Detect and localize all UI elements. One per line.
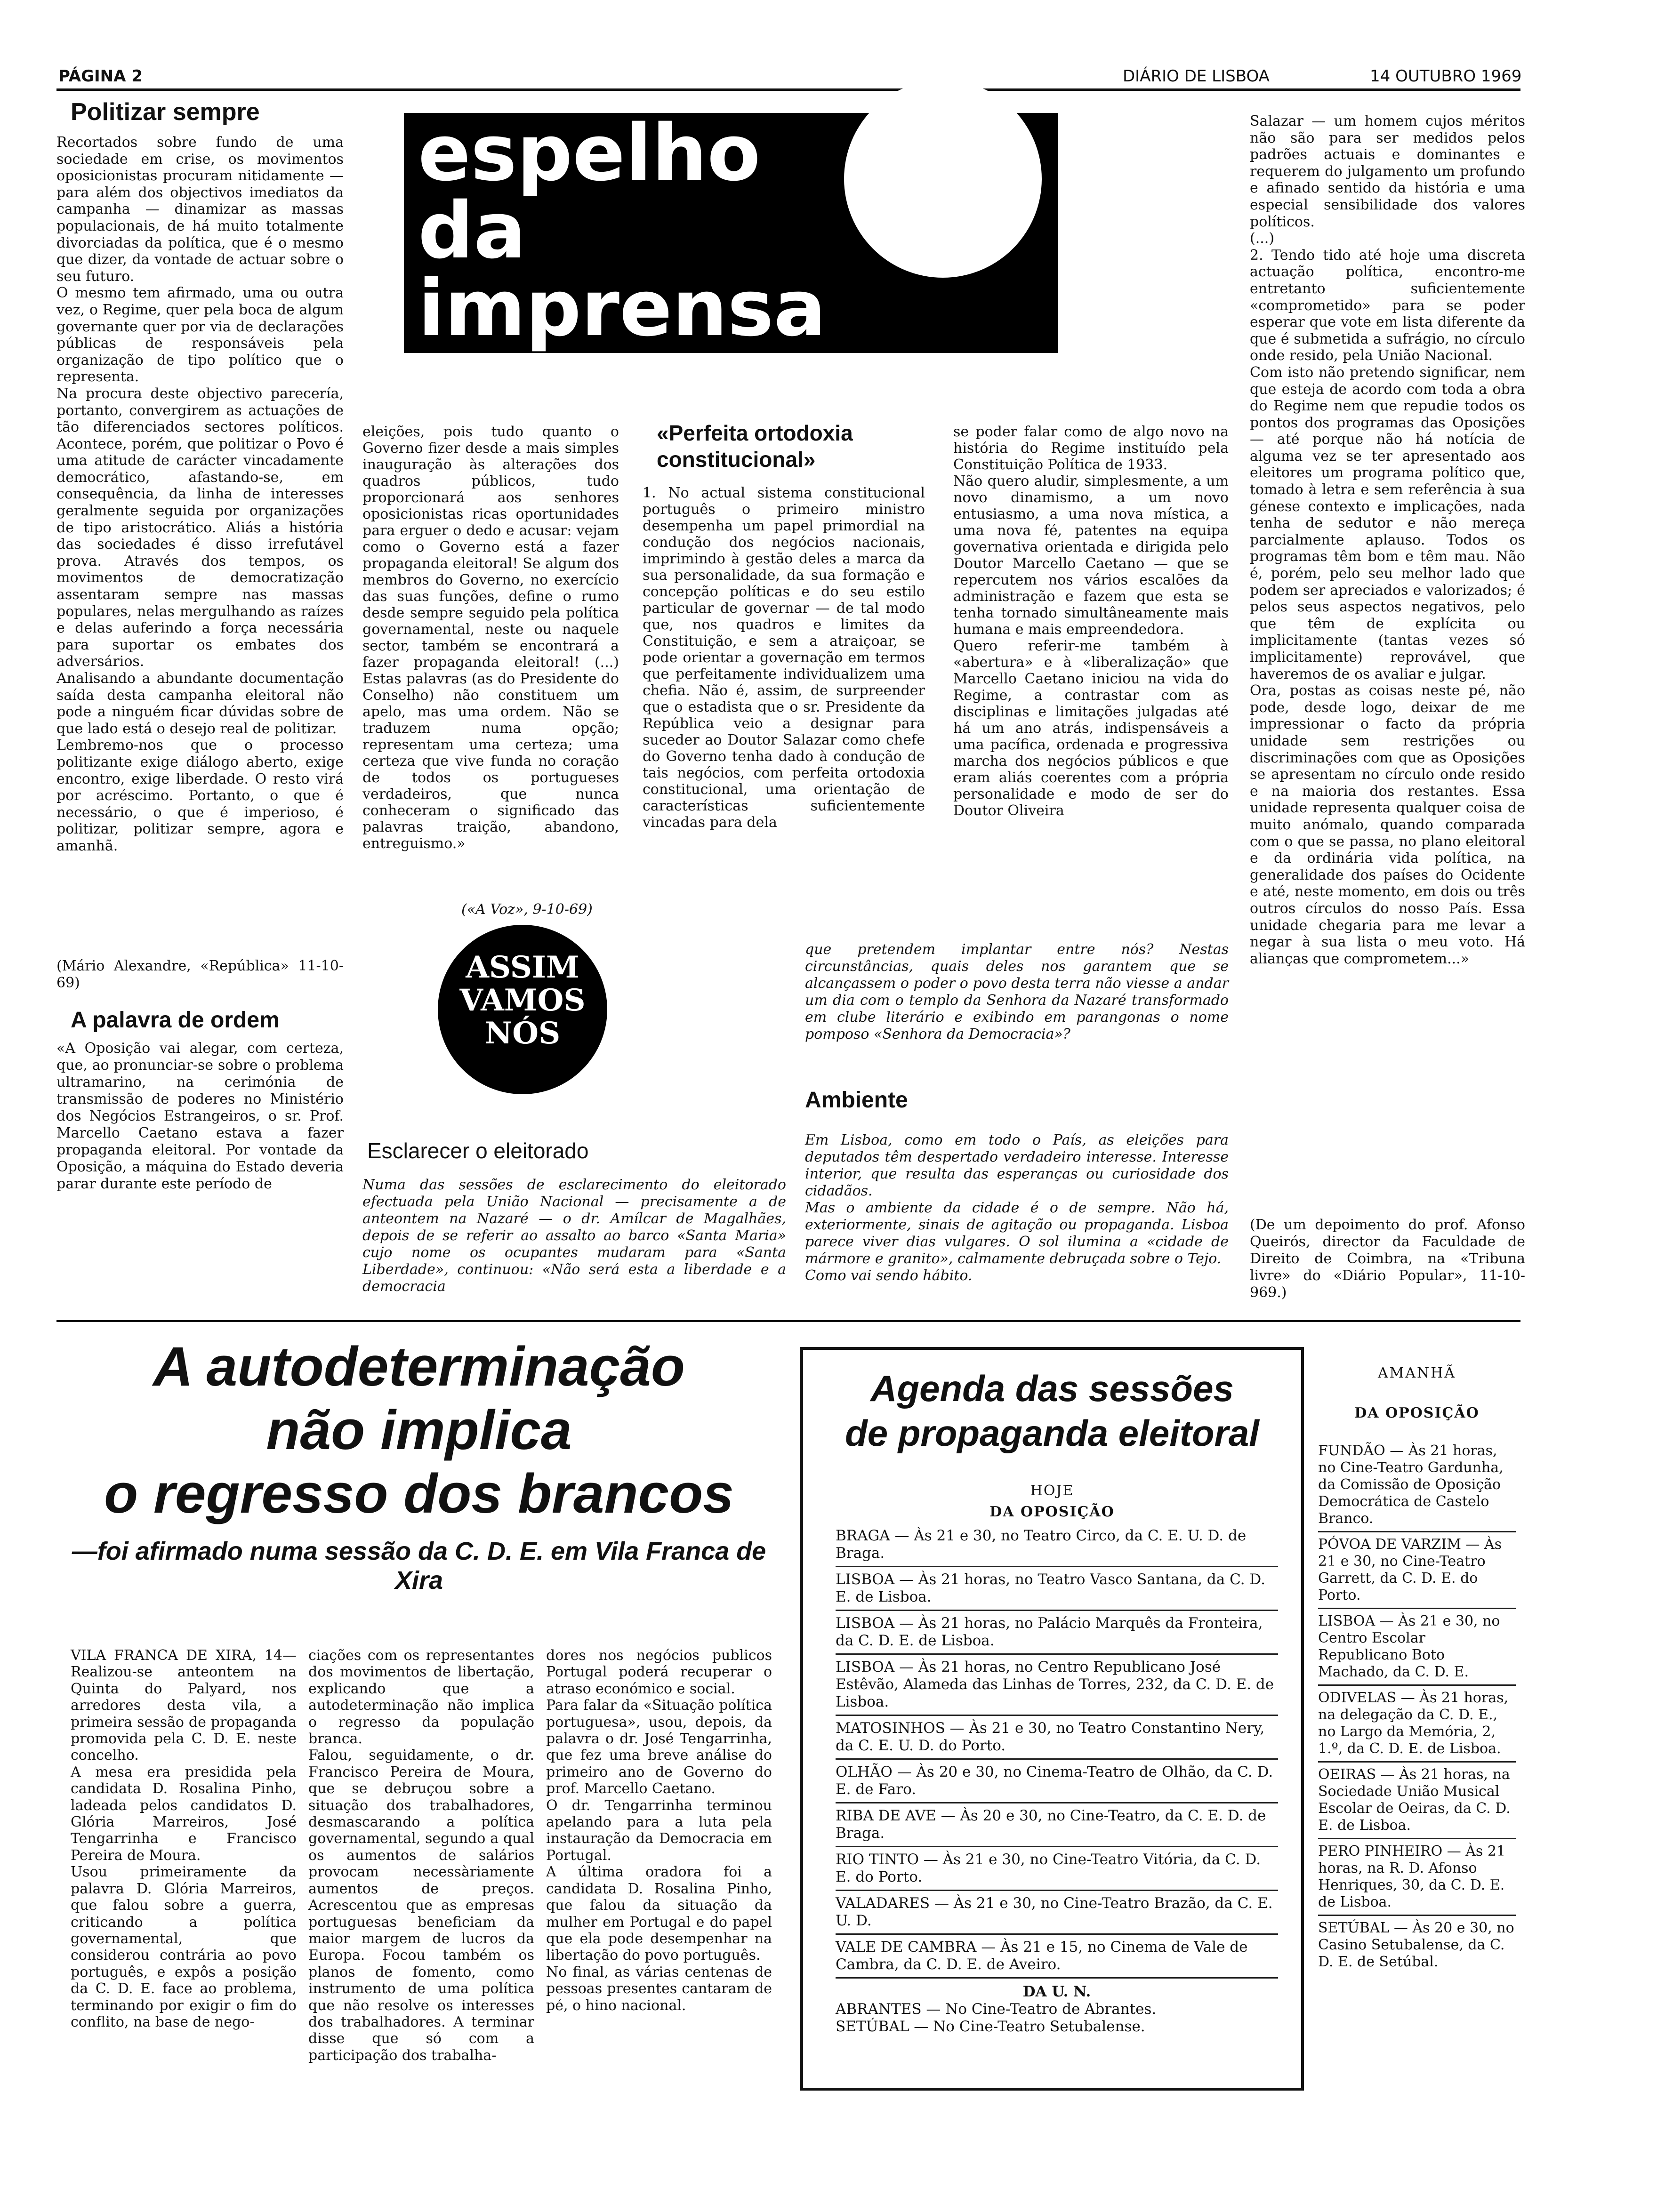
assim-line-3: NÓS [484, 1016, 561, 1051]
banner-line-2: da [418, 185, 526, 276]
ortodoxia-body-cont: se poder falar como de algo novo na história do Regime instituído pela Constituição Política de 1933. Não quero aludir, simplesmente, a um novo dinamismo, a um novo entusiasmo, a uma nova mística, a uma nova fé, patentes na equipa governativa orientada e dirigida pelo Doutor Marcello Caetano — que se repercutem nos vários escalões da administração e fazem que esta se tenha tornado simultâneamente mais humana e mais empreendedora. Quero referir-me também à «abertura» e à «liberalização» que Marcello Caetano iniciou na vida do Regime, a contrastar com as disciplinas e limitações julgadas até há um ano atrás, indispensáveis a uma pacífica, ordenada e progressiva marcha dos negócios públicos e que eram aliás coerentes com a própria personalidade e modo de ser do Doutor Oliveira [953, 424, 1229, 819]
agenda-da-oposicao: DA OPOSIÇÃO [989, 1504, 1115, 1520]
issue-date: 14 OUTUBRO 1969 [1370, 67, 1522, 86]
agenda-item: LISBOA — Às 21 horas, no Centro Republicano José Estêvão, Alameda das Linhas de Torres, 232, da C. D. E. de Lisboa. [836, 1659, 1274, 1710]
headline-line-2: não implica [266, 1399, 572, 1461]
amanha-item: SETÚBAL — Às 20 e 30, no Casino Setubalense, da C. D. E. de Setúbal. [1318, 1920, 1514, 1970]
amanha-da-oposicao: DA OPOSIÇÃO [1354, 1405, 1480, 1421]
agenda-title-2: de propaganda eleitoral [845, 1412, 1259, 1454]
queiros-source: (De um depoimento do prof. Afonso Queirós, director da Faculdade de Direito de Coimbra, na «Tribuna livre» do «Diário Popular», 11-10-969.) [1250, 1217, 1525, 1301]
amanha-item: LISBOA — Às 21 e 30, no Centro Escolar Republicano Boto Machado, da C. D. E. [1318, 1613, 1500, 1680]
ambiente-heading: Ambiente [805, 1088, 908, 1113]
amanha-item: PÓVOA DE VARZIM — Às 21 e 30, no Cine-Teatro Garrett, da C. D. E. do Porto. [1318, 1536, 1502, 1603]
masthead-rule [56, 88, 1520, 91]
amanha-item: ODIVELAS — Às 21 horas, na delegação da C. D. E., no Largo da Memória, 2, 1.º, da C. D. E. de Lisboa. [1318, 1690, 1509, 1757]
assim-vamos-nos-badge [438, 925, 607, 1094]
vila-franca-col-a: VILA FRANCA DE XIRA, 14—Realizou-se anteontem na Quinta do Palyard, nos arredores desta vila, a primeira sessão de propaganda promovida pela C. D. E. neste concelho. A mesa era presidida pela candidata D. Rosalina Pinho, ladeada pelos candidatos D. Glória Marreiros, José Tengarrinha e Francisco Pereira de Moura. Usou primeiramente da palavra D. Glória Marreiros, que falou sobre a guerra, criticando a política governamental, que considerou contrária ao povo português, e expôs a posição da C. D. E. face ao problema, terminando por exigir o fim do conflito, na base de nego- [71, 1647, 297, 2030]
agenda-hoje: HOJE [1030, 1483, 1074, 1499]
banner-circle [844, 80, 1042, 278]
ortodoxia-body: 1. No actual sistema constitucional português o primeiro ministro desempenha um papel primordial na condução dos negócios nacionais, imprimindo à gestão deles a marca da sua personalidade, da sua formação e concepção políticas e do seu estilo particular de governar — de tal modo que, nos quadros e limites da Constituição, e sem a atraiçoar, se pode orientar a governação em termos que perfeitamente individualizem uma chefia. Não é, assim, de surpreender que o estadista que o sr. Presidente da República veio a designar para suceder ao Doutor Salazar como chefe do Governo tenha dado à condução de tais negócios, com perfeita ortodoxia constitucional, uma orientação de características suficientemente vincadas para dela [643, 485, 925, 831]
agenda-un-heading: DA U. N. [1022, 1983, 1091, 2000]
amanha-heading: AMANHÃ [1377, 1365, 1456, 1381]
agenda-item: LISBOA — Às 21 horas, no Palácio Marquês da Fronteira, da C. D. E. de Lisboa. [836, 1615, 1263, 1649]
banner-line-3: imprensa [418, 263, 826, 353]
agenda-un-item: ABRANTES — No Cine-Teatro de Abrantes. [836, 2001, 1157, 2018]
assim-line-1: ASSIM [466, 950, 579, 985]
amanha-item: PERO PINHEIRO — Às 21 horas, na R. D. Afonso Henriques, 30, da C. D. E. de Lisboa. [1318, 1843, 1506, 1910]
ambiente-body: Em Lisboa, como em todo o País, as eleições para deputados têm despertado verdadeiro interesse. Interesse interior, que resulta das esperanças ou curiosidade dos cidadãos. Mas o ambiente da cidade é o de sempre. Não há, exteriormente, sinais de agitação ou propaganda. Lisboa parece viver dias vulgares. O sol ilumina a «cidade de mármore e granito», calmamente debruçada sobre o Tejo. Como vai sendo hábito. [805, 1132, 1229, 1284]
agenda-item: RIO TINTO — Às 21 e 30, no Cine-Teatro Vitória, da C. D. E. do Porto. [836, 1851, 1261, 1885]
agenda-un-item: SETÚBAL — No Cine-Teatro Setubalense. [836, 2018, 1145, 2035]
amanha-item: OEIRAS — Às 21 horas, na Sociedade União Musical Escolar de Oeiras, da C. D. E. de Lisboa. [1318, 1766, 1511, 1834]
politizar-body: Recortados sobre fundo de uma sociedade em crise, os movimentos oposicionistas procuram nitidamente — para além dos objectivos imediatos da campanha — dinamizar as massas populacionais, de há muito totalmente divorciadas da política, que é o mesmo que dizer, da vontade de actuar sobre o seu futuro. O mesmo tem afirmado, uma ou outra vez, o Regime, quer pela boca de algum governante quer por via de declarações públicas de responsáveis pela organização de tipo político que o representa. Na procura deste objectivo parecería, portanto, convergirem as actuações de tão diferenciados sectores políticos. Acontece, porém, que politizar o Povo é uma atitude de carácter vincadamente democrático, afastando-se, em consequência, da linha de interesses geralmente seguida por organizações de tipo aristocrático. Aliás a história das sociedades é disso irrefutável prova. Através dos tempos, os movimentos de democratização assentaram sempre nas massas populares, nelas mergulhando as raízes e delas auferindo a força necessária para suportar os embates dos adversários. Analisando a abundante documentação saída desta campanha eleitoral não pode a ninguém ficar dúvidas sobre de que lado está o desejo real de politizar. Lembremo-nos que o processo politizante exige diálogo aberto, exige encontro, exige liberdade. O resto virá por acréscimo. Portanto, o que é necessário, o que é imperioso, é politizar, politizar sempre, agora e amanhã. [56, 134, 344, 854]
assim-line-2: VAMOS [459, 983, 586, 1018]
ortodoxia-heading: «Perfeita ortodoxia constitucional» [657, 421, 853, 472]
amanha-item: FUNDÃO — Às 21 horas, no Cine-Teatro Gardunha, da Comissão de Oposição Democrática de Castelo Branco. [1318, 1443, 1504, 1527]
voz-source: («A Voz», 9-10-69) [461, 901, 593, 918]
nazare-continuation: que pretendem implantar entre nós? Nestas circunstâncias, quais deles nos garantem que se alcançassem o poder o povo desta terra não viesse a andar um dia com o templo da Senhora da Nazaré transformado em clube literário e exibindo em parangonas o nome pomposo «Senhora da Democracia»? [805, 941, 1229, 1042]
amanha-list [1318, 1443, 1516, 1971]
agenda-item: OLHÃO — Às 20 e 30, no Cinema-Teatro de Olhão, da C. D. E. de Faro. [836, 1763, 1273, 1798]
agenda-title-1: Agenda das sessões [870, 1368, 1234, 1409]
headline-line-3: o regresso dos brancos [104, 1463, 734, 1525]
section-divider [56, 1320, 1520, 1322]
newspaper-name: DIÁRIO DE LISBOA [1123, 67, 1270, 86]
esclarecer-heading: Esclarecer o eleitorado [367, 1138, 589, 1163]
banner-line-1: espelho [418, 108, 761, 198]
politizar-source: (Mário Alexandre, «República» 11-10-69) [56, 958, 344, 991]
agenda-item: LISBOA — Às 21 horas, no Teatro Vasco Santana, da C. D. E. de Lisboa. [836, 1571, 1266, 1605]
politizar-heading: Politizar sempre [71, 98, 260, 126]
palavra-de-ordem-heading: A palavra de ordem [71, 1008, 280, 1033]
espelho-da-imprensa-banner [404, 108, 1058, 353]
agenda-list [836, 1527, 1278, 2036]
agenda-item: MATOSINHOS — Às 21 e 30, no Teatro Constantino Nery, da C. E. U. D. do Porto. [836, 1720, 1265, 1754]
vila-franca-col-c: dores nos negócios publicos Portugal poderá recuperar o atraso económico e social. Para falar da «Situação política portuguesa», usou, depois, da palavra o dr. José Tengarrinha, que fez uma breve análise do primeiro ano de Governo do prof. Marcello Caetano. O dr. Tengarrinha terminou apelando para a luta pela instauração da Democracia em Portugal. A última oradora foi a candidata D. Rosalina Pinho, que falou da situação da mulher em Portugal e do papel que ela pode desempenhar na libertação do povo português. No final, as várias centenas de pessoas presentes cantaram de pé, o hino nacional. [546, 1647, 772, 2014]
agenda-item: VALADARES — Às 21 e 30, no Cine-Teatro Brazão, da C. E. U. D. [836, 1895, 1273, 1929]
agenda-item: VALE DE CAMBRA — Às 21 e 15, no Cinema de Vale de Cambra, da C. D. E. de Aveiro. [836, 1939, 1248, 1973]
palavra-de-ordem-body: «A Oposição vai alegar, com certeza, que, ao pronunciar-se sobre o problema ultramarino, na cerimónia de transmissão de poderes no Ministério dos Negócios Estrangeiros, o sr. Prof. Marcello Caetano estava a fazer propaganda eleitoral. Por vontade da Oposição, a máquina do Estado deveria parar durante este período de [56, 1040, 344, 1192]
voz-body: eleições, pois tudo quanto o Governo fizer desde a mais simples inauguração às alterações dos quadros públicos, tudo proporcionará aos senhores oposicionistas ricas oportunidades para erguer o dedo e acusar: vejam como o Governo está a fazer propaganda eleitoral! Se algum dos membros do Governo, no exercício das suas funções, define o rumo desde sempre seguido pela política governamental, neste ou naquele sector, também se encontrará a fazer propaganda eleitoral! (...) Estas palavras (as do Presidente do Conselho) não constituem um apelo, mas uma ordem. Não se traduzem numa opção; representam uma certeza; uma certeza que vive funda no coração de todos os portugueses verdadeiros, que nunca conheceram o significado das palavras traição, abandono, entreguismo.» [362, 424, 619, 852]
esclarecer-body: Numa das sessões de esclarecimento do eleitorado efectuada pela União Nacional — precisamente a de anteontem na Nazaré — o dr. Amílcar de Magalhães, depois de se referir ao assalto ao barco «Santa Maria» cujo nome os ocupantes mudaram para «Santa Liberdade», continuou: «Não será esta a liberdade e a democracia [362, 1177, 786, 1295]
agenda-item: BRAGA — Às 21 e 30, no Teatro Circo, da C. E. U. D. de Braga. [836, 1527, 1247, 1562]
headline-subhead: —foi afirmado numa sessão da C. D. E. em Vila Franca de Xira [72, 1537, 766, 1595]
vila-franca-col-b: ciações com os representantes dos movimentos de libertação, explicando que a autodeterminação não implica o regresso da população branca. Falou, seguidamente, o dr. Francisco Pereira de Moura, que se debruçou sobre a situação dos trabalhadores, desmascarando a política governamental, segundo a qual os aumentos de salários provocam necessàriamente aumentos de preços. Acrescentou que as empresas portuguesas beneficiam da maior margem de lucros da Europa. Focou também os planos de fomento, como instrumento de uma política que não resolve os interesses dos trabalhadores. A terminar disse que só com a participação dos trabalha- [308, 1647, 534, 2064]
queiros-body: Salazar — um homem cujos méritos não são para ser medidos pelos padrões actuais e dominantes e requerem do julgamento um profundo e afinado sentido da história e uma especial sensibilidade dos valores políticos. (...) 2. Tendo tido até hoje uma discreta actuação política, encontro-me entretanto suficientemente «comprometido» para se poder esperar que vote em lista diferente da que é submetida a sufrágio, no círculo onde resido, pela União Nacional. Com isto não pretendo significar, nem que esteja de acordo com toda a obra do Regime nem que repudie todos os pontos dos programas das Oposições — até porque não há notícia de alguma vez se ter apresentado aos eleitores um programa político que, tomado à letra e sem referência à sua génese contexto e implicações, nada tenha de sedutor e não mereça parcialmente aplauso. Todos os programas têm bom e têm mau. Não é, porém, pelo seu melhor lado que podem ser apreciados e valorizados; é pelos seus aspectos negativos, pelo que têm de explícita ou implicitamente (tantas vezes só implicitamente) reprovável, que haveremos de os avaliar e julgar. Ora, postas as coisas neste pé, não pode, desde logo, deixar de me impressionar o facto da própria unidade sem restrições ou discriminações com que as Oposições se apresentam no círculo onde resido e na maioria dos restantes. Essa unidade representa qualquer coisa de muito anómalo, quando comparada com o que se passa, no plano eleitoral e da ordinária vida política, na generalidade dos países do Ocidente e até, neste momento, em dois ou três outros círculos do nosso País. Essa unidade chegaria para me levar a negar à sua lista o meu voto. Há alianças que comprometem...» [1250, 113, 1525, 967]
agenda-item: RIBA DE AVE — Às 20 e 30, no Cine-Teatro, da C. E. D. de Braga. [836, 1807, 1266, 1842]
page-number: PÁGINA 2 [58, 67, 143, 86]
headline-line-1: A autodeterminação [153, 1336, 685, 1398]
